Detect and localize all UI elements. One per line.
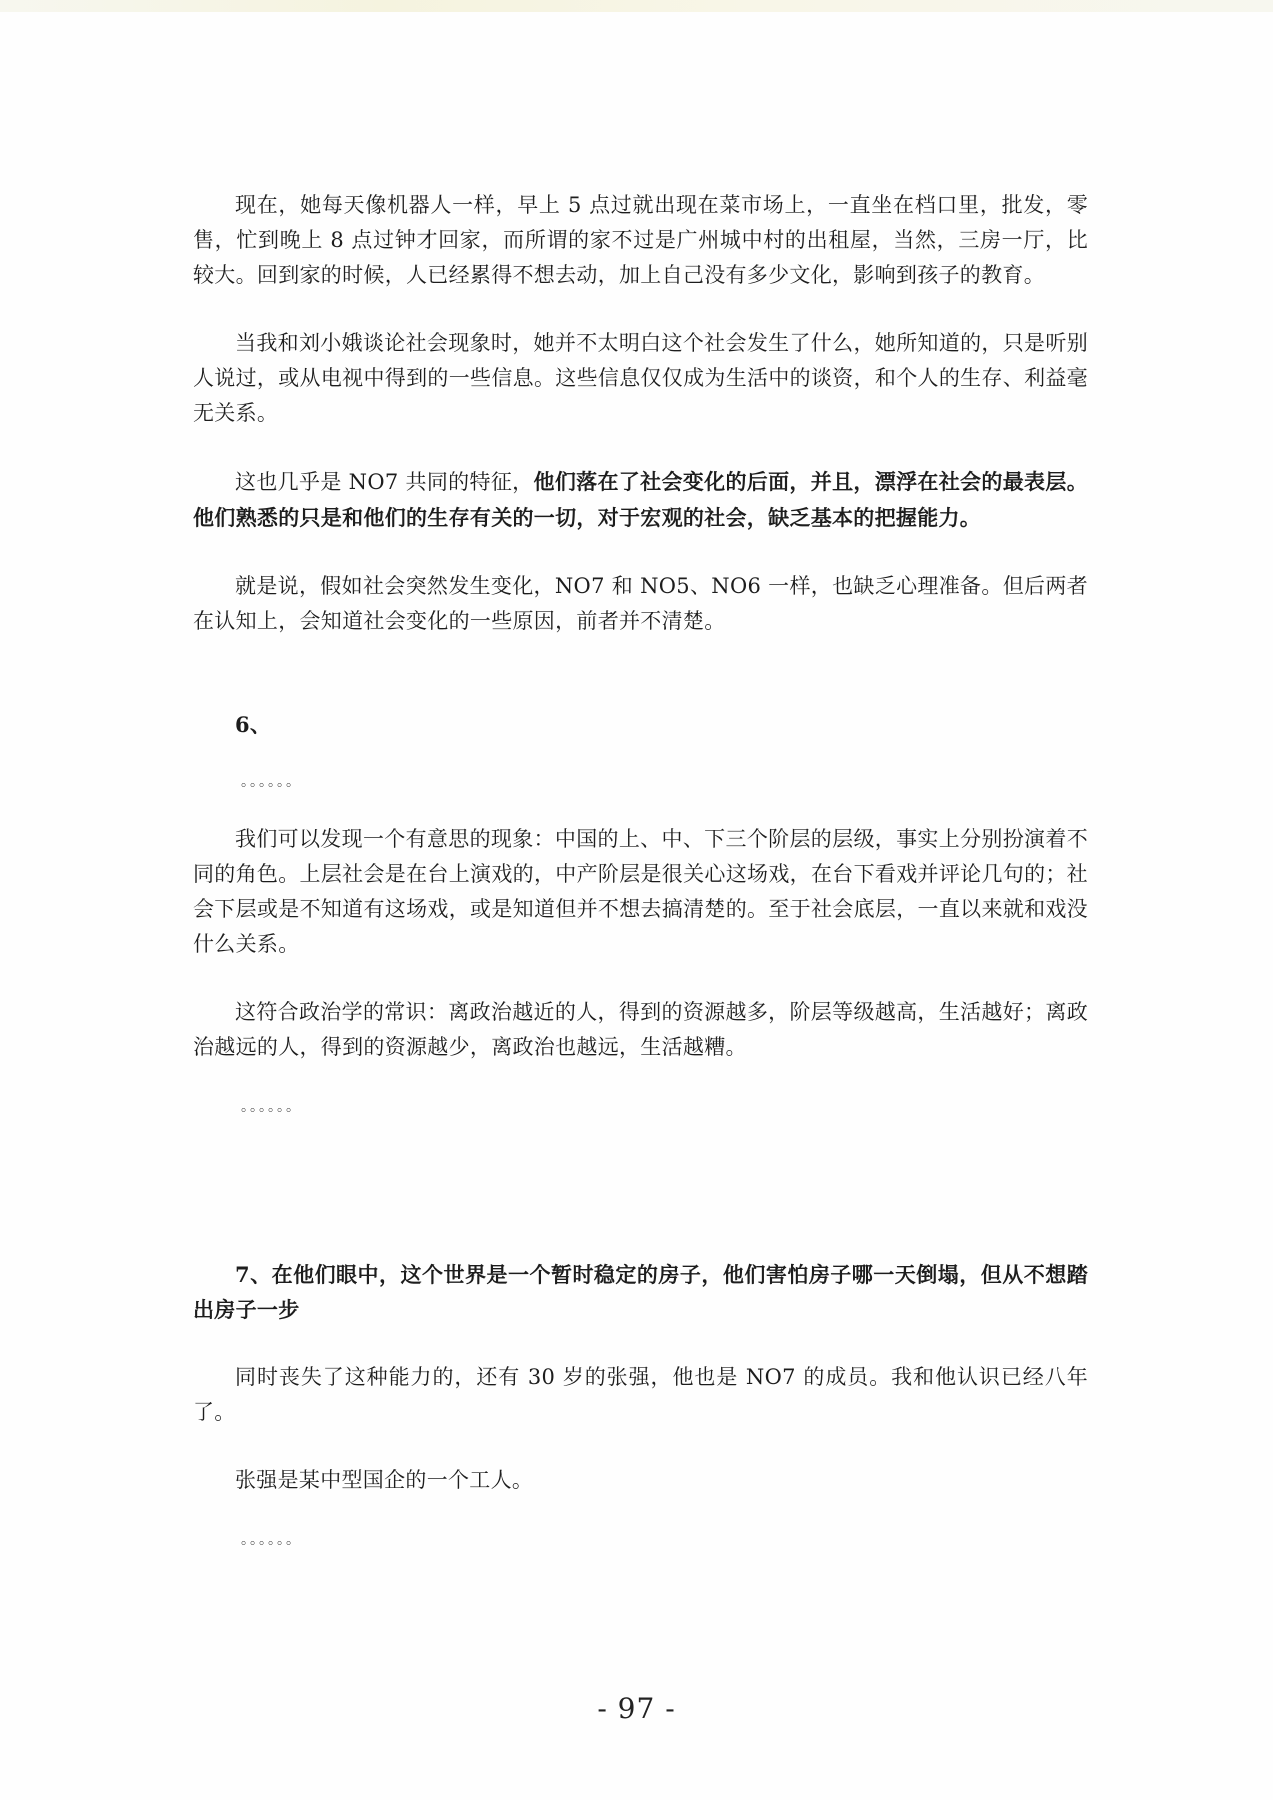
scan-edge (0, 0, 1273, 12)
paragraph-3 (193, 464, 1088, 536)
paragraph-7: 同时丧失了这种能力的，还有 30 岁的张强，他也是 NO7 的成员。我和他认识已经八年了。 (193, 1365, 1088, 1424)
paragraph-6: 这符合政治学的常识：离政治越近的人，得到的资源越多，阶层等级越高，生活越好；离政治越远的人，得到的资源越少，离政治也越远，生活越糟。 (193, 1000, 1088, 1059)
section-6-heading: 6、 (235, 712, 272, 737)
page-body (193, 188, 1088, 1550)
paragraph-1: 现在，她每天像机器人一样，早上 5 点过就出现在菜市场上，一直坐在档口里，批发，零售，忙到晚上 8 点过钟才回家，而所谓的家不过是广州城中村的出租屋，当然，三房一厅，比较大。回到家的时候，人已经累得不想去动，加上自己没有多少文化，影响到孩子的教育。 (193, 193, 1088, 287)
paragraph-8: 张强是某中型国企的一个工人。 (235, 1468, 534, 1492)
ellipsis-2: 。。。。。。 (241, 1099, 302, 1115)
paragraph-4: 就是说，假如社会突然发生变化，NO7 和 NO5、NO6 一样，也缺乏心理准备。但后两者在认知上，会知道社会变化的一些原因，前者并不清楚。 (193, 574, 1088, 633)
paragraph-2: 当我和刘小娥谈论社会现象时，她并不太明白这个社会发生了什么，她所知道的，只是听别人说过，或从电视中得到的一些信息。这些信息仅仅成为生活中的谈资，和个人的生存、利益毫无关系。 (193, 331, 1088, 425)
page-number: - 97 - (597, 1692, 676, 1725)
paragraph-3-normal: 这也几乎是 NO7 共同的特征， (235, 470, 534, 494)
section-7-heading: 7、在他们眼中，这个世界是一个暂时稳定的房子，他们害怕房子哪一天倒塌，但从不想踏出房子一步 (193, 1262, 1088, 1322)
ellipsis-3: 。。。。。。 (241, 1532, 302, 1548)
paragraph-5: 我们可以发现一个有意思的现象：中国的上、中、下三个阶层的层级，事实上分别扮演着不同的角色。上层社会是在台上演戏的，中产阶层是很关心这场戏，在台下看戏并评论几句的；社会下层或是不知道有这场戏，或是知道但并不想去搞清楚的。至于社会底层，一直以来就和戏没什么关系。 (193, 827, 1088, 956)
paragraph-3-bold: 他们落在了社会变化的后面，并且，漂浮在社会的最表层。他们熟悉的只是和他们的生存有关的一切，对于宏观的社会，缺乏基本的把握能力。 (193, 469, 1088, 530)
ellipsis-1: 。。。。。。 (241, 774, 302, 790)
